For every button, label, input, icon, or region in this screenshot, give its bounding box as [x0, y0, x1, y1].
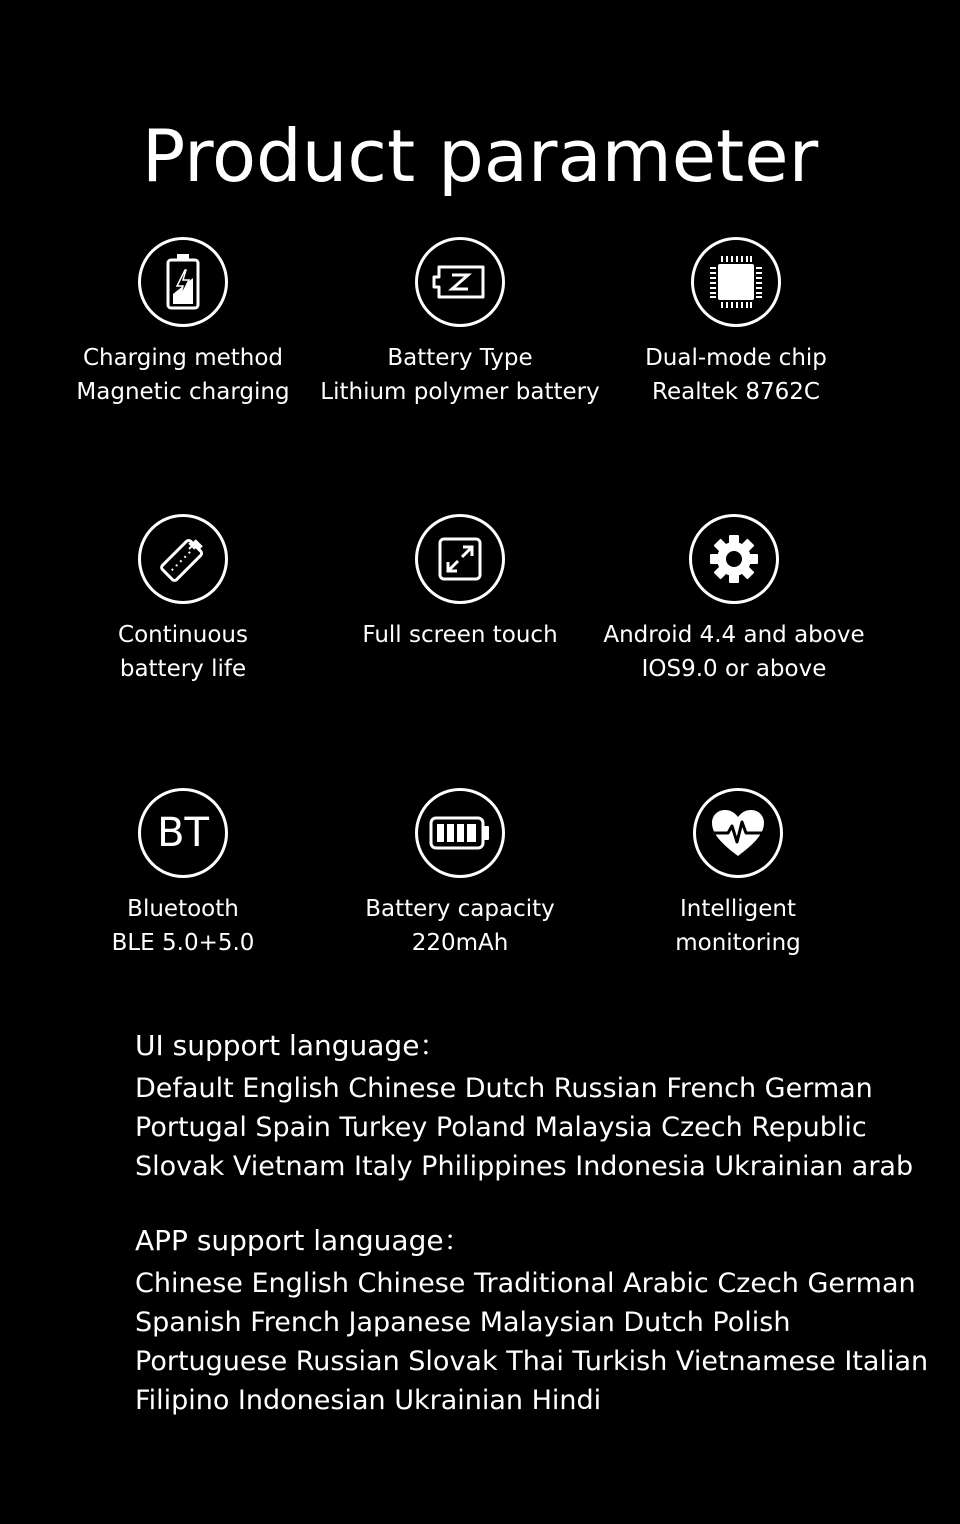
param-title: Intelligent: [679, 896, 797, 922]
chip-icon: [691, 237, 781, 327]
param-value: Lithium polymer battery: [320, 379, 600, 405]
param-title: Continuous: [118, 622, 248, 648]
gear-icon: [689, 514, 779, 604]
param-value: IOS9.0 or above: [641, 656, 827, 682]
param-value: BLE 5.0+5.0: [111, 930, 255, 956]
ui-language-line: Portugal Spain Turkey Poland Malaysia Czech Republic: [135, 1112, 867, 1143]
battery-z-icon: [415, 237, 505, 327]
app-language-line: Spanish French Japanese Malaysian Dutch Polish: [135, 1307, 791, 1338]
app-language-line: Filipino Indonesian Ukrainian Hindi: [135, 1385, 602, 1416]
fullscreen-icon: [415, 514, 505, 604]
param-title: Dual-mode chip: [645, 345, 827, 371]
battery-full-icon: [415, 788, 505, 878]
param-value: battery life: [119, 656, 247, 682]
battery-life-icon: [138, 514, 228, 604]
bluetooth-icon: [138, 788, 228, 878]
app-language-section: [135, 1221, 935, 1420]
param-value: Realtek 8762C: [652, 379, 820, 405]
ui-language-line: Default English Chinese Dutch Russian French German: [135, 1073, 873, 1104]
param-title: Charging method: [82, 345, 284, 371]
param-title: Android 4.4 and above: [603, 622, 865, 648]
page-title: Product parameter: [141, 114, 819, 199]
param-value: Magnetic charging: [76, 379, 290, 405]
ui-language-line: Slovak Vietnam Italy Philippines Indonesia Ukrainian arab: [135, 1151, 914, 1182]
heart-pulse-icon: [693, 788, 783, 878]
param-value: 220mAh: [411, 930, 509, 956]
param-battery-life: [33, 514, 333, 686]
param-title: Bluetooth: [127, 896, 239, 922]
param-full-screen: [310, 514, 610, 652]
param-bluetooth: [33, 788, 333, 960]
param-battery-capacity: [310, 788, 610, 960]
bluetooth-icon-text: BT: [157, 810, 209, 856]
param-battery-type: [310, 237, 610, 409]
ui-language-heading: UI support language：: [135, 1029, 448, 1062]
battery-charging-icon: [138, 237, 228, 327]
param-charging-method: [33, 237, 333, 409]
app-language-heading: APP support language：: [135, 1224, 472, 1257]
param-value: monitoring: [675, 930, 801, 956]
app-language-line: Portuguese Russian Slovak Thai Turkish Vietnamese Italian: [135, 1346, 929, 1377]
param-chip: [586, 237, 886, 409]
param-title: Full screen touch: [362, 622, 558, 648]
ui-language-section: [135, 1026, 935, 1186]
param-title: Battery Type: [387, 345, 533, 371]
param-monitoring: [588, 788, 888, 960]
param-system: [584, 514, 884, 686]
app-language-line: Chinese English Chinese Traditional Arabic Czech German: [135, 1268, 916, 1299]
param-title: Battery capacity: [365, 896, 555, 922]
